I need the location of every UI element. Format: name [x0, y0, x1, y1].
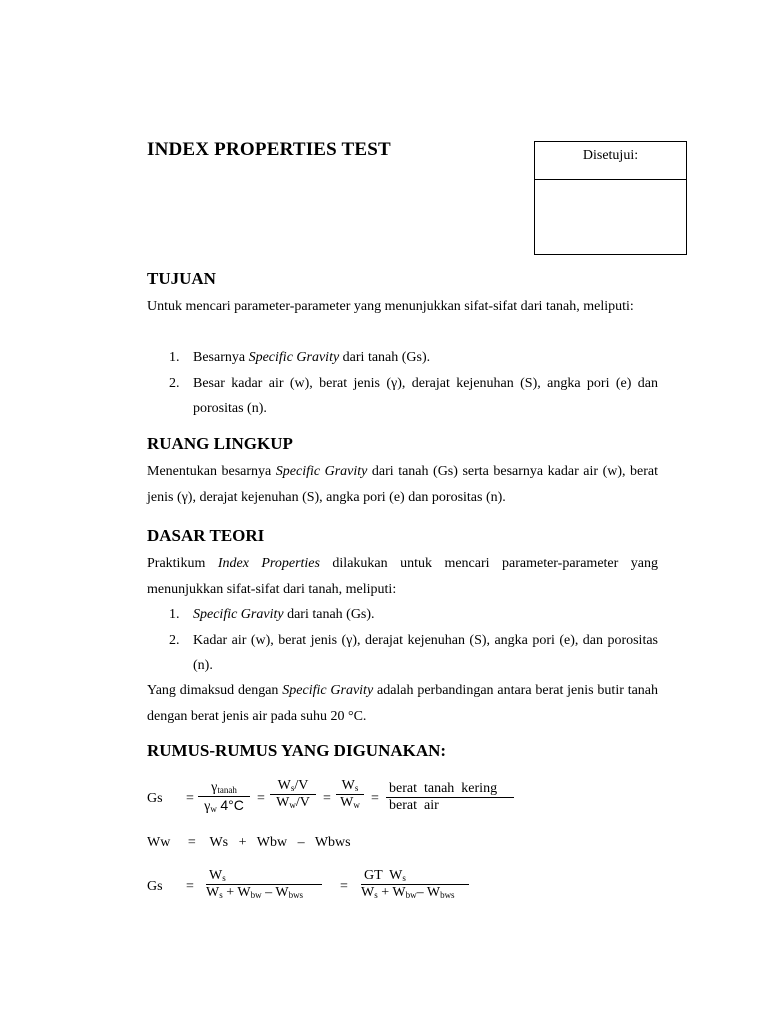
equals-sign: = [186, 879, 194, 894]
list-item: 2. Kadar air (w), berat jenis (γ), derajat kejenuhan (S), angka pori (e), dan porositas (n). [169, 632, 658, 673]
dasar-teori-outro: Yang dimaksud dengan Specific Gravity adalah perbandingan antara berat jenis butir tanah dengan berat jenis air pada suhu 20 °C. [147, 683, 659, 724]
dasar-teori-list [147, 602, 658, 679]
equals-sign: = [371, 791, 379, 806]
tujuan-list [147, 345, 658, 422]
equals-sign: = [186, 791, 194, 806]
formula-lhs: Gs [147, 791, 163, 806]
fraction-gt-ws: GT $W_s$ $W_s + W_{bw}-$ $W_{bws}$ [361, 868, 469, 901]
fraction-gs-ws: $W_s$ $W_s + W_{bw} - W_{bws}$ [206, 868, 322, 901]
list-item: 2. Besar kadar air (w), berat jenis (γ), derajat kejenuhan (S), angka pori (e) dan porositas (n). [169, 375, 658, 416]
dasar-teori-intro: Praktikum Index Properties dilakukan untuk mencari parameter-parameter yang menunjukkan sifat-sifat dari tanah, meliputi: [147, 556, 658, 597]
ruang-lingkup-text: Menentukan besarnya Specific Gravity dari tanah (Gs) serta besarnya kadar air (w), berat jenis (γ), derajat kejenuhan (S), angka pori (e) dan porositas (n). [147, 464, 659, 505]
heading-rumus: RUMUS-RUMUS YANG DIGUNAKAN: [147, 741, 447, 760]
equals-sign: = [323, 791, 331, 806]
equals-sign: = [340, 879, 348, 894]
tujuan-intro: Untuk mencari parameter-parameter yang menunjukkan sifat-sifat dari tanah, meliputi: [147, 299, 634, 314]
heading-ruang-lingkup: RUANG LINGKUP [147, 434, 293, 453]
approval-box [534, 141, 687, 255]
fraction-gamma: $\gamma_{tanah}$ $\gamma_w$ 4°C [198, 780, 250, 815]
approval-label: Disetujui: [535, 142, 686, 180]
heading-dasar-teori: DASAR TEORI [147, 526, 265, 545]
fraction-ws-ww: $W_s$ $W_w$ [336, 778, 364, 811]
formula-lhs: Gs [147, 879, 163, 894]
list-item: 1. Besarnya Specific Gravity dari tanah (Gs). [169, 350, 431, 365]
list-item: 1. Specific Gravity dari tanah (Gs). [169, 607, 375, 622]
heading-tujuan: TUJUAN [147, 269, 216, 288]
equals-sign: = [257, 791, 265, 806]
fraction-berat: berat tanah kering berat air [386, 781, 514, 814]
document-title: INDEX PROPERTIES TEST [147, 139, 391, 160]
formula-ww: Ww = Ws + Wbw – Wbws [147, 835, 351, 850]
fraction-ws-v: $W_s/V$ $W_w/V$ [270, 778, 316, 811]
